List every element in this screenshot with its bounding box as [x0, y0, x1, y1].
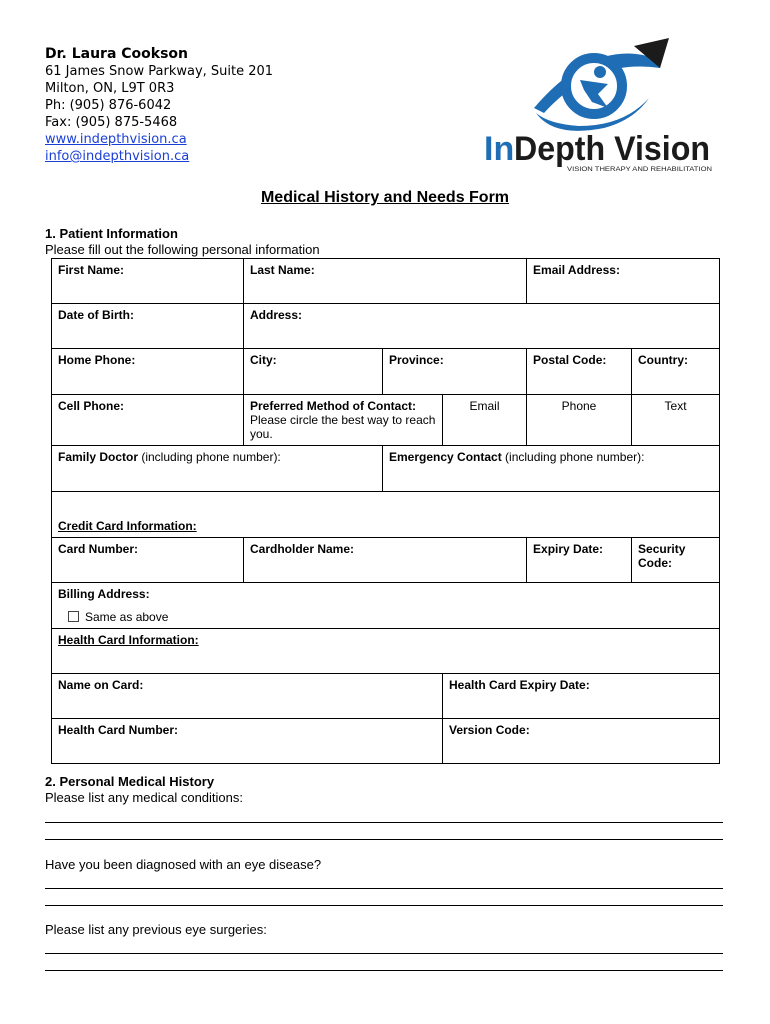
medical-conditions-question: Please list any medical conditions: [45, 790, 243, 805]
card-number-field[interactable]: Card Number: [52, 538, 244, 583]
contact-option-phone[interactable]: Phone [527, 395, 632, 446]
last-name-field[interactable]: Last Name: [244, 259, 527, 304]
preferred-contact-field: Preferred Method of Contact: Please circle the best way to reach you. [244, 395, 443, 446]
same-as-above-checkbox[interactable] [68, 611, 79, 622]
home-phone-field[interactable]: Home Phone: [52, 349, 244, 395]
postal-code-field[interactable]: Postal Code: [527, 349, 632, 395]
section1-subtitle: Please fill out the following personal information [45, 242, 320, 257]
credit-card-heading: Credit Card Information: [52, 492, 720, 538]
province-field[interactable]: Province: [383, 349, 527, 395]
logo-text-depth-vision: Depth Vision [514, 130, 710, 168]
address-line2: Milton, ON, L9T 0R3 [45, 81, 175, 96]
website-link[interactable]: www.indepthvision.ca [45, 132, 187, 147]
email-link[interactable]: info@indepthvision.ca [45, 149, 190, 164]
expiry-date-field[interactable]: Expiry Date: [527, 538, 632, 583]
family-doctor-field[interactable]: Family Doctor (including phone number): [52, 446, 383, 492]
fax-number: Fax: (905) 875-5468 [45, 115, 178, 130]
health-card-number-field[interactable]: Health Card Number: [52, 719, 443, 764]
cardholder-name-field[interactable]: Cardholder Name: [244, 538, 527, 583]
doctor-name: Dr. Laura Cookson [45, 46, 189, 62]
section2-header [45, 774, 243, 806]
name-on-card-field[interactable]: Name on Card: [52, 674, 443, 719]
first-name-field[interactable]: First Name: [52, 259, 244, 304]
contact-option-text[interactable]: Text [632, 395, 720, 446]
eye-surgeries-question: Please list any previous eye surgeries: [45, 922, 267, 937]
indepth-vision-logo [484, 28, 724, 178]
same-as-above-label: Same as above [85, 610, 169, 624]
address-line1: 61 James Snow Parkway, Suite 201 [45, 64, 274, 79]
logo-tagline: VISION THERAPY AND REHABILITATION [567, 166, 713, 173]
date-of-birth-field[interactable]: Date of Birth: [52, 304, 244, 349]
medical-conditions-lines[interactable] [45, 806, 723, 840]
practice-header [45, 46, 273, 165]
contact-option-email[interactable]: Email [443, 395, 527, 446]
email-address-field[interactable]: Email Address: [527, 259, 720, 304]
section1-heading: 1. Patient Information [45, 226, 178, 241]
health-card-expiry-field[interactable]: Health Card Expiry Date: [443, 674, 720, 719]
logo-text-in: In [484, 130, 515, 168]
eye-disease-question: Have you been diagnosed with an eye disease? [45, 857, 322, 872]
country-field[interactable]: Country: [632, 349, 720, 395]
phone-number: Ph: (905) 876-6042 [45, 98, 172, 113]
city-field[interactable]: City: [244, 349, 383, 395]
health-card-heading: Health Card Information: [52, 629, 720, 674]
eye-surgeries-lines[interactable] [45, 937, 723, 971]
preferred-contact-note: Please circle the best way to reach you. [250, 413, 436, 441]
eye-disease-lines[interactable] [45, 872, 723, 906]
section1-header [45, 226, 320, 258]
form-title: Medical History and Needs Form [260, 189, 510, 206]
patient-info-table [51, 258, 720, 764]
cell-phone-field[interactable]: Cell Phone: [52, 395, 244, 446]
address-field[interactable]: Address: [244, 304, 720, 349]
emergency-contact-field[interactable]: Emergency Contact (including phone number): [383, 446, 720, 492]
security-code-field[interactable]: Security Code: [632, 538, 720, 583]
billing-address-field[interactable]: Billing Address: Same as above [52, 583, 720, 629]
section2-heading: 2. Personal Medical History [45, 774, 215, 789]
version-code-field[interactable]: Version Code: [443, 719, 720, 764]
